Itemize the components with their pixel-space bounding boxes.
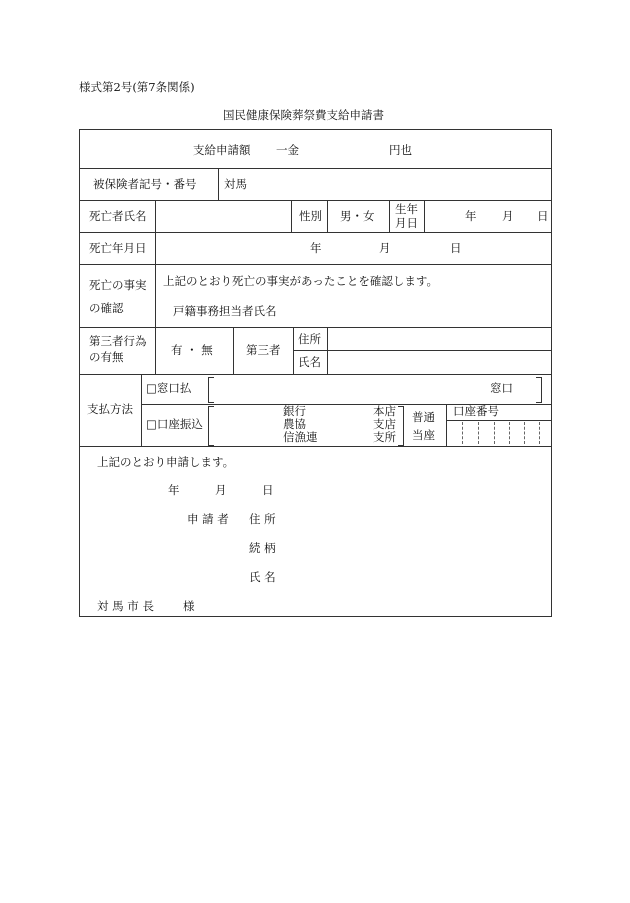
col-divider bbox=[218, 168, 219, 200]
third-party-label-1: 第三者行為 bbox=[89, 334, 147, 348]
col-divider bbox=[233, 327, 234, 374]
payment-method-label: 支払方法 bbox=[87, 402, 133, 416]
account-digit-divider bbox=[509, 422, 510, 444]
account-type-ordinary: 普通 bbox=[412, 410, 435, 424]
addressee: 対 馬 市 長 bbox=[97, 599, 154, 613]
death-month: 月 bbox=[379, 241, 391, 255]
counter-suffix: 窓口 bbox=[490, 381, 513, 395]
form-number: 様式第2号(第7条関係) bbox=[79, 80, 195, 94]
row-divider bbox=[446, 420, 552, 421]
confirm-label-2: の確認 bbox=[89, 301, 124, 315]
registry-officer-label: 戸籍事務担当者氏名 bbox=[173, 304, 277, 318]
bracket-left bbox=[208, 406, 214, 446]
counter-payment-option: □窓口払 bbox=[146, 381, 192, 395]
row-divider bbox=[79, 327, 552, 328]
row-divider bbox=[79, 200, 552, 201]
account-digit-divider bbox=[462, 422, 463, 444]
row-divider bbox=[79, 374, 552, 375]
bank-type: 農協 bbox=[283, 417, 306, 431]
row-divider bbox=[79, 168, 552, 169]
account-digit-divider bbox=[539, 422, 540, 444]
third-party-label: 第三者 bbox=[246, 343, 281, 357]
sex-options: 男・女 bbox=[340, 209, 375, 223]
col-divider bbox=[327, 200, 328, 232]
transfer-option: □口座振込 bbox=[146, 417, 203, 431]
account-digit-divider bbox=[524, 422, 525, 444]
col-divider bbox=[424, 200, 425, 232]
third-party-label-2: の有無 bbox=[89, 350, 124, 364]
bracket-right bbox=[398, 406, 404, 446]
birth-label-1: 生年 bbox=[395, 202, 418, 216]
col-divider bbox=[327, 327, 328, 374]
sex-label: 性別 bbox=[299, 209, 322, 223]
insured-label: 被保険者記号・番号 bbox=[93, 177, 197, 191]
bracket-left bbox=[208, 377, 214, 403]
amount-suffix: 円也 bbox=[389, 143, 412, 157]
deceased-name-label: 死亡者氏名 bbox=[89, 209, 147, 223]
row-divider bbox=[79, 232, 552, 233]
col-divider bbox=[155, 200, 156, 327]
birth-day: 日 bbox=[537, 209, 549, 223]
account-type-current: 当座 bbox=[412, 428, 435, 442]
birth-label-2: 月日 bbox=[395, 216, 418, 230]
branch-type: 支所 bbox=[373, 430, 396, 444]
account-digit-divider bbox=[494, 422, 495, 444]
confirm-statement: 上記のとおり死亡の事実があったことを確認します。 bbox=[163, 274, 438, 288]
col-divider bbox=[293, 327, 294, 374]
account-digit-divider bbox=[478, 422, 479, 444]
death-date-label: 死亡年月日 bbox=[89, 241, 147, 255]
row-divider bbox=[79, 446, 552, 447]
confirm-label-1: 死亡の事実 bbox=[89, 278, 147, 292]
application-day: 日 bbox=[262, 483, 274, 497]
row-divider bbox=[293, 350, 552, 351]
applicant-label: 申 請 者 bbox=[187, 512, 229, 526]
col-divider bbox=[155, 327, 156, 374]
account-number-label: 口座番号 bbox=[453, 404, 499, 418]
form-frame bbox=[79, 129, 552, 617]
applicant-address-label: 住 所 bbox=[249, 512, 276, 526]
form-title: 国民健康保険葬祭費支給申請書 bbox=[223, 108, 384, 122]
applicant-relation-label: 続 柄 bbox=[249, 541, 276, 555]
bracket-right bbox=[536, 377, 542, 403]
col-divider bbox=[141, 374, 142, 446]
application-year: 年 bbox=[168, 483, 180, 497]
third-party-address-label: 住所 bbox=[298, 332, 321, 346]
amount-prefix: 一金 bbox=[276, 143, 299, 157]
branch-type: 支店 bbox=[373, 417, 396, 431]
bank-type: 銀行 bbox=[283, 404, 306, 418]
third-party-options: 有 ・ 無 bbox=[171, 343, 213, 357]
col-divider bbox=[389, 200, 390, 232]
col-divider bbox=[291, 200, 292, 232]
application-month: 月 bbox=[215, 483, 227, 497]
amount-label: 支給申請額 bbox=[193, 143, 251, 157]
row-divider bbox=[79, 264, 552, 265]
third-party-name-label: 氏名 bbox=[298, 355, 321, 369]
honorific: 様 bbox=[183, 599, 195, 613]
death-year: 年 bbox=[310, 241, 322, 255]
bank-type: 信漁連 bbox=[283, 430, 318, 444]
col-divider bbox=[446, 404, 447, 446]
insured-value: 対馬 bbox=[224, 177, 247, 191]
death-day: 日 bbox=[450, 241, 462, 255]
branch-type: 本店 bbox=[373, 404, 396, 418]
applicant-name-label: 氏 名 bbox=[249, 570, 276, 584]
birth-year: 年 bbox=[465, 209, 477, 223]
birth-month: 月 bbox=[502, 209, 514, 223]
application-statement: 上記のとおり申請します。 bbox=[97, 455, 235, 469]
